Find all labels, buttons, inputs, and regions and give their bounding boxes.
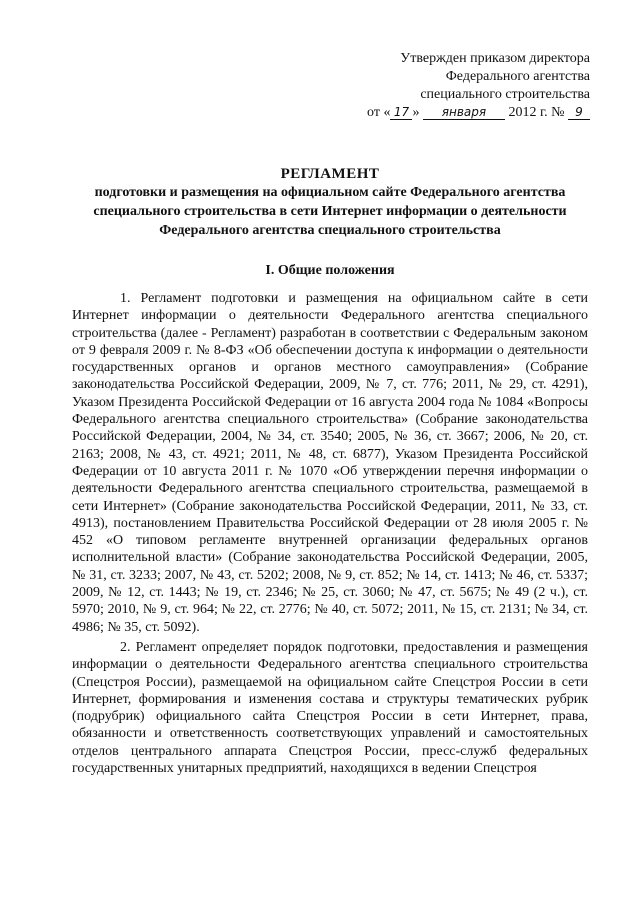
- document-body: [72, 290, 588, 777]
- approval-line-2: Федерального агентства: [445, 69, 590, 84]
- document-title: РЕГЛАМЕНТ: [280, 166, 380, 182]
- handwritten-order-number: 9: [568, 105, 590, 120]
- date-prefix: от «: [367, 105, 391, 120]
- document-subtitle: подготовки и размещения на официальном сайте Федерального агентства специального строительства в сети Интернет информации о деятельности Федерального агентства специального строительства: [93, 185, 567, 238]
- section-heading: I. Общие положения: [265, 263, 395, 278]
- date-mid: »: [412, 105, 420, 120]
- approval-line-3: специального строительства: [420, 87, 590, 102]
- paragraph-1: 1. Регламент подготовки и размещения на официальном сайте в сети Интернет информации о деятельности Федерального агентства специального строительства (далее - Регламент) разработан в соответствии с Федеральным законом от 9 февраля 2009 г. № 8-ФЗ «Об обеспечении доступа к информации о деятельности государственных органов и органов местного самоуправления» (Собрание законодательства Российской Федерации, 2009, № 7, ст. 776; 2011, № 29, ст. 4291), Указом Президента Российской Федерации от 16 августа 2004 года № 1084 «Вопросы Федерального агентства специального строительства» (Собрание законодательства Российской Федерации, 2004, № 34, ст. 3540; 2005, № 36, ст. 3667; 2006, № 20, ст. 2163; 2008, № 43, ст. 4921; 2011, № 48, ст. 6877), Указом Президента Российской Федерации от 10 августа 2011 г. № 1070 «Об утверждении перечня информации о деятельности Федерального агентства специального строительства, размещаемой в сети Интернет» (Собрание законодательства Российской Федерации, 2011, № 33, ст. 4913), постановлением Правительства Российской Федерации от 28 июля 2005 г. № 452 «О типовом регламенте внутренней организации федеральных органов исполнительной власти» (Собрание законодательства Российской Федерации, 2005, № 31, ст. 3233; 2007, № 43, ст. 5202; 2008, № 9, ст. 852; № 14, ст. 1413; № 46, ст. 5337; 2009, № 12, ст. 1443; № 19, ст. 2346; № 25, ст. 3060; № 47, ст. 5675; № 49 (2 ч.), ст. 5970; 2010, № 9, ст. 964; № 22, ст. 2776; № 40, ст. 5072; 2011, № 15, ст. 2131; № 34, ст. 4986; № 35, ст. 5092).: [72, 291, 588, 635]
- approval-date-line: [340, 104, 590, 122]
- approval-stamp: [340, 50, 590, 122]
- handwritten-month: января: [423, 105, 505, 120]
- date-year: 2012 г. №: [508, 105, 565, 120]
- handwritten-day: 17: [390, 105, 412, 120]
- approval-line-1: Утвержден приказом директора: [400, 51, 590, 66]
- paragraph-2: 2. Регламент определяет порядок подготовки, предоставления и размещения информации о деятельности Федерального агентства специального строительства (Спецстроя России), размещаемой на официальном сайте Спецстроя России в сети Интернет, формирования и изменения состава и структуры тематических рубрик (подрубрик) официального сайта Спецстроя России в сети Интернет, права, обязанности и ответственность соответствующих управлений и самостоятельных отделов центрального аппарата Спецстроя России, пресс-служб федеральных государственных унитарных предприятий, находящихся в ведении Спецстроя: [72, 639, 588, 777]
